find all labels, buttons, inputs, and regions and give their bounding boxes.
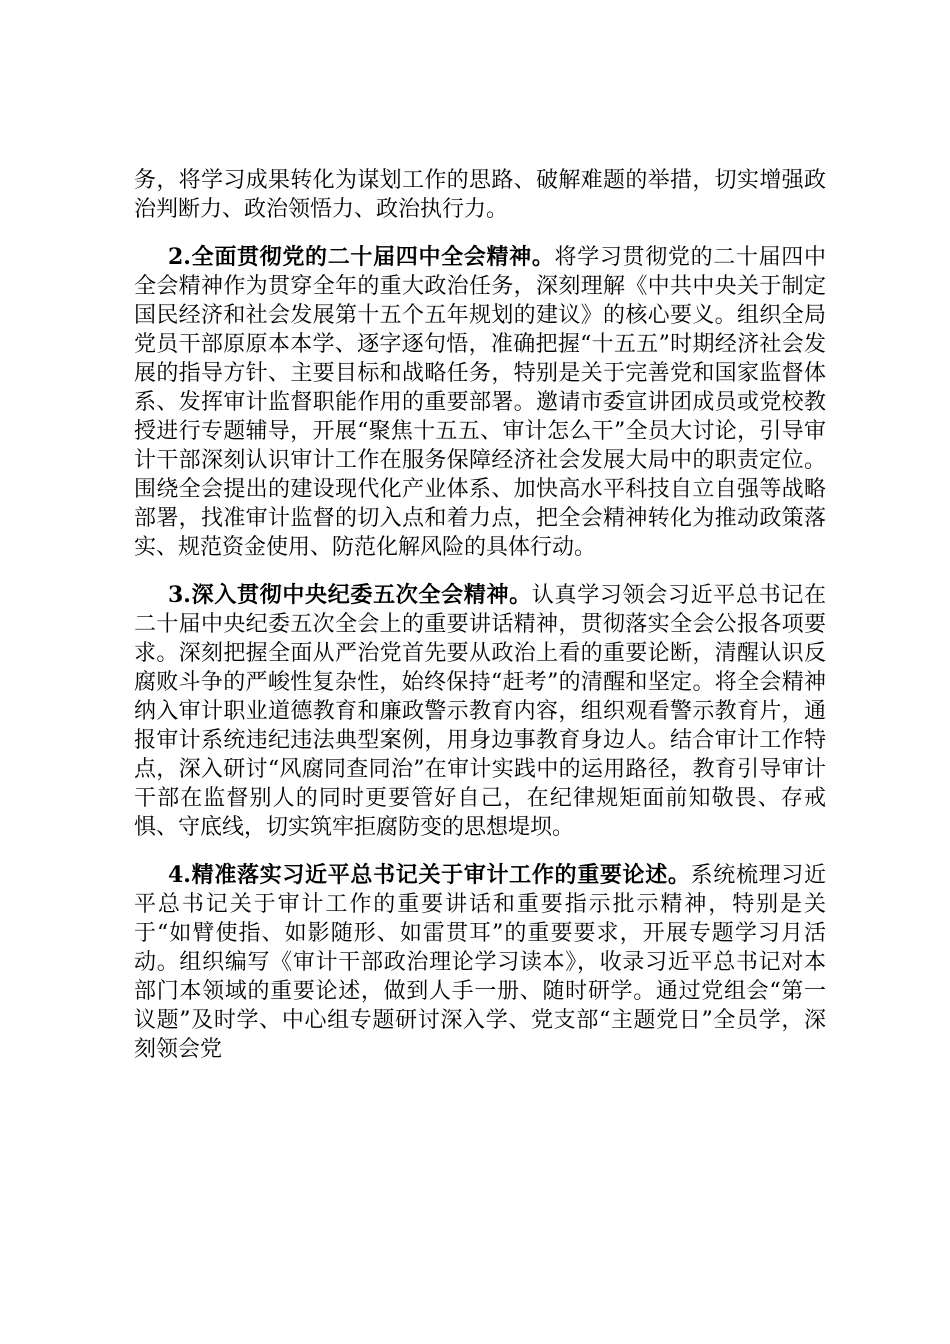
document-page	[134, 166, 826, 1083]
paragraph-body: 认真学习领会习近平总书记在二十届中央纪委五次全会上的重要讲话精神，贯彻落实全会公报各项要求。深刻把握全面从严治党首先要从政治上看的重要论断，清醒认识反腐败斗争的严峻性复杂性，始终保持“赶考”的清醒和坚定。将全会精神纳入审计职业道德教育和廉政警示教育内容，组织观看警示教育片，通报审计系统违纪违法典型案例，用身边事教育身边人。结合审计工作特点，深入研讨“风腐同查同治”在审计实践中的运用路径，教育引导审计干部在监督别人的同时更要管好自己，在纪律规矩面前知敬畏、存戒惧、守底线，切实筑牢拒腐防变的思想堤坝。	[134, 583, 826, 840]
paragraph-section-4	[134, 861, 826, 1064]
section-heading: 4.精准落实习近平总书记关于审计工作的重要论述。	[168, 862, 691, 888]
paragraph-section-2	[134, 243, 826, 562]
paragraph-section-3	[134, 581, 826, 842]
section-heading: 2.全面贯彻党的二十届四中全会精神。	[168, 244, 555, 270]
section-heading: 3.深入贯彻中央纪委五次全会精神。	[168, 582, 532, 608]
paragraph-body: 系统梳理习近平总书记关于审计工作的重要讲话和重要指示批示精神，特别是关于“如臂使指、如影随形、如雷贯耳”的重要要求，开展专题学习月活动。组织编写《审计干部政治理论学习读本》，收录习近平总书记对本部门本领域的重要论述，做到人手一册、随时研学。通过党组会“第一议题”及时学、中心组专题研讨深入学、党支部“主题党日”全员学，深刻领会党	[134, 863, 826, 1062]
paragraph-continuation	[134, 166, 826, 224]
paragraph-body: 务，将学习成果转化为谋划工作的思路、破解难题的举措，切实增强政治判断力、政治领悟力、政治执行力。	[134, 168, 826, 222]
paragraph-body: 将学习贯彻党的二十届四中全会精神作为贯穿全年的重大政治任务，深刻理解《中共中央关于制定国民经济和社会发展第十五个五年规划的建议》的核心要义。组织全局党员干部原原本本学、逐字逐句悟，准确把握“十五五”时期经济社会发展的指导方针、主要目标和战略任务，特别是关于完善党和国家监督体系、发挥审计监督职能作用的重要部署。邀请市委宣讲团成员或党校教授进行专题辅导，开展“聚焦十五五、审计怎么干”全员大讨论，引导审计干部深刻认识审计工作在服务保障经济社会发展大局中的职责定位。围绕全会提出的建设现代化产业体系、加快高水平科技自立自强等战略部署，找准审计监督的切入点和着力点，把全会精神转化为推动政策落实、规范资金使用、防范化解风险的具体行动。	[134, 245, 826, 560]
